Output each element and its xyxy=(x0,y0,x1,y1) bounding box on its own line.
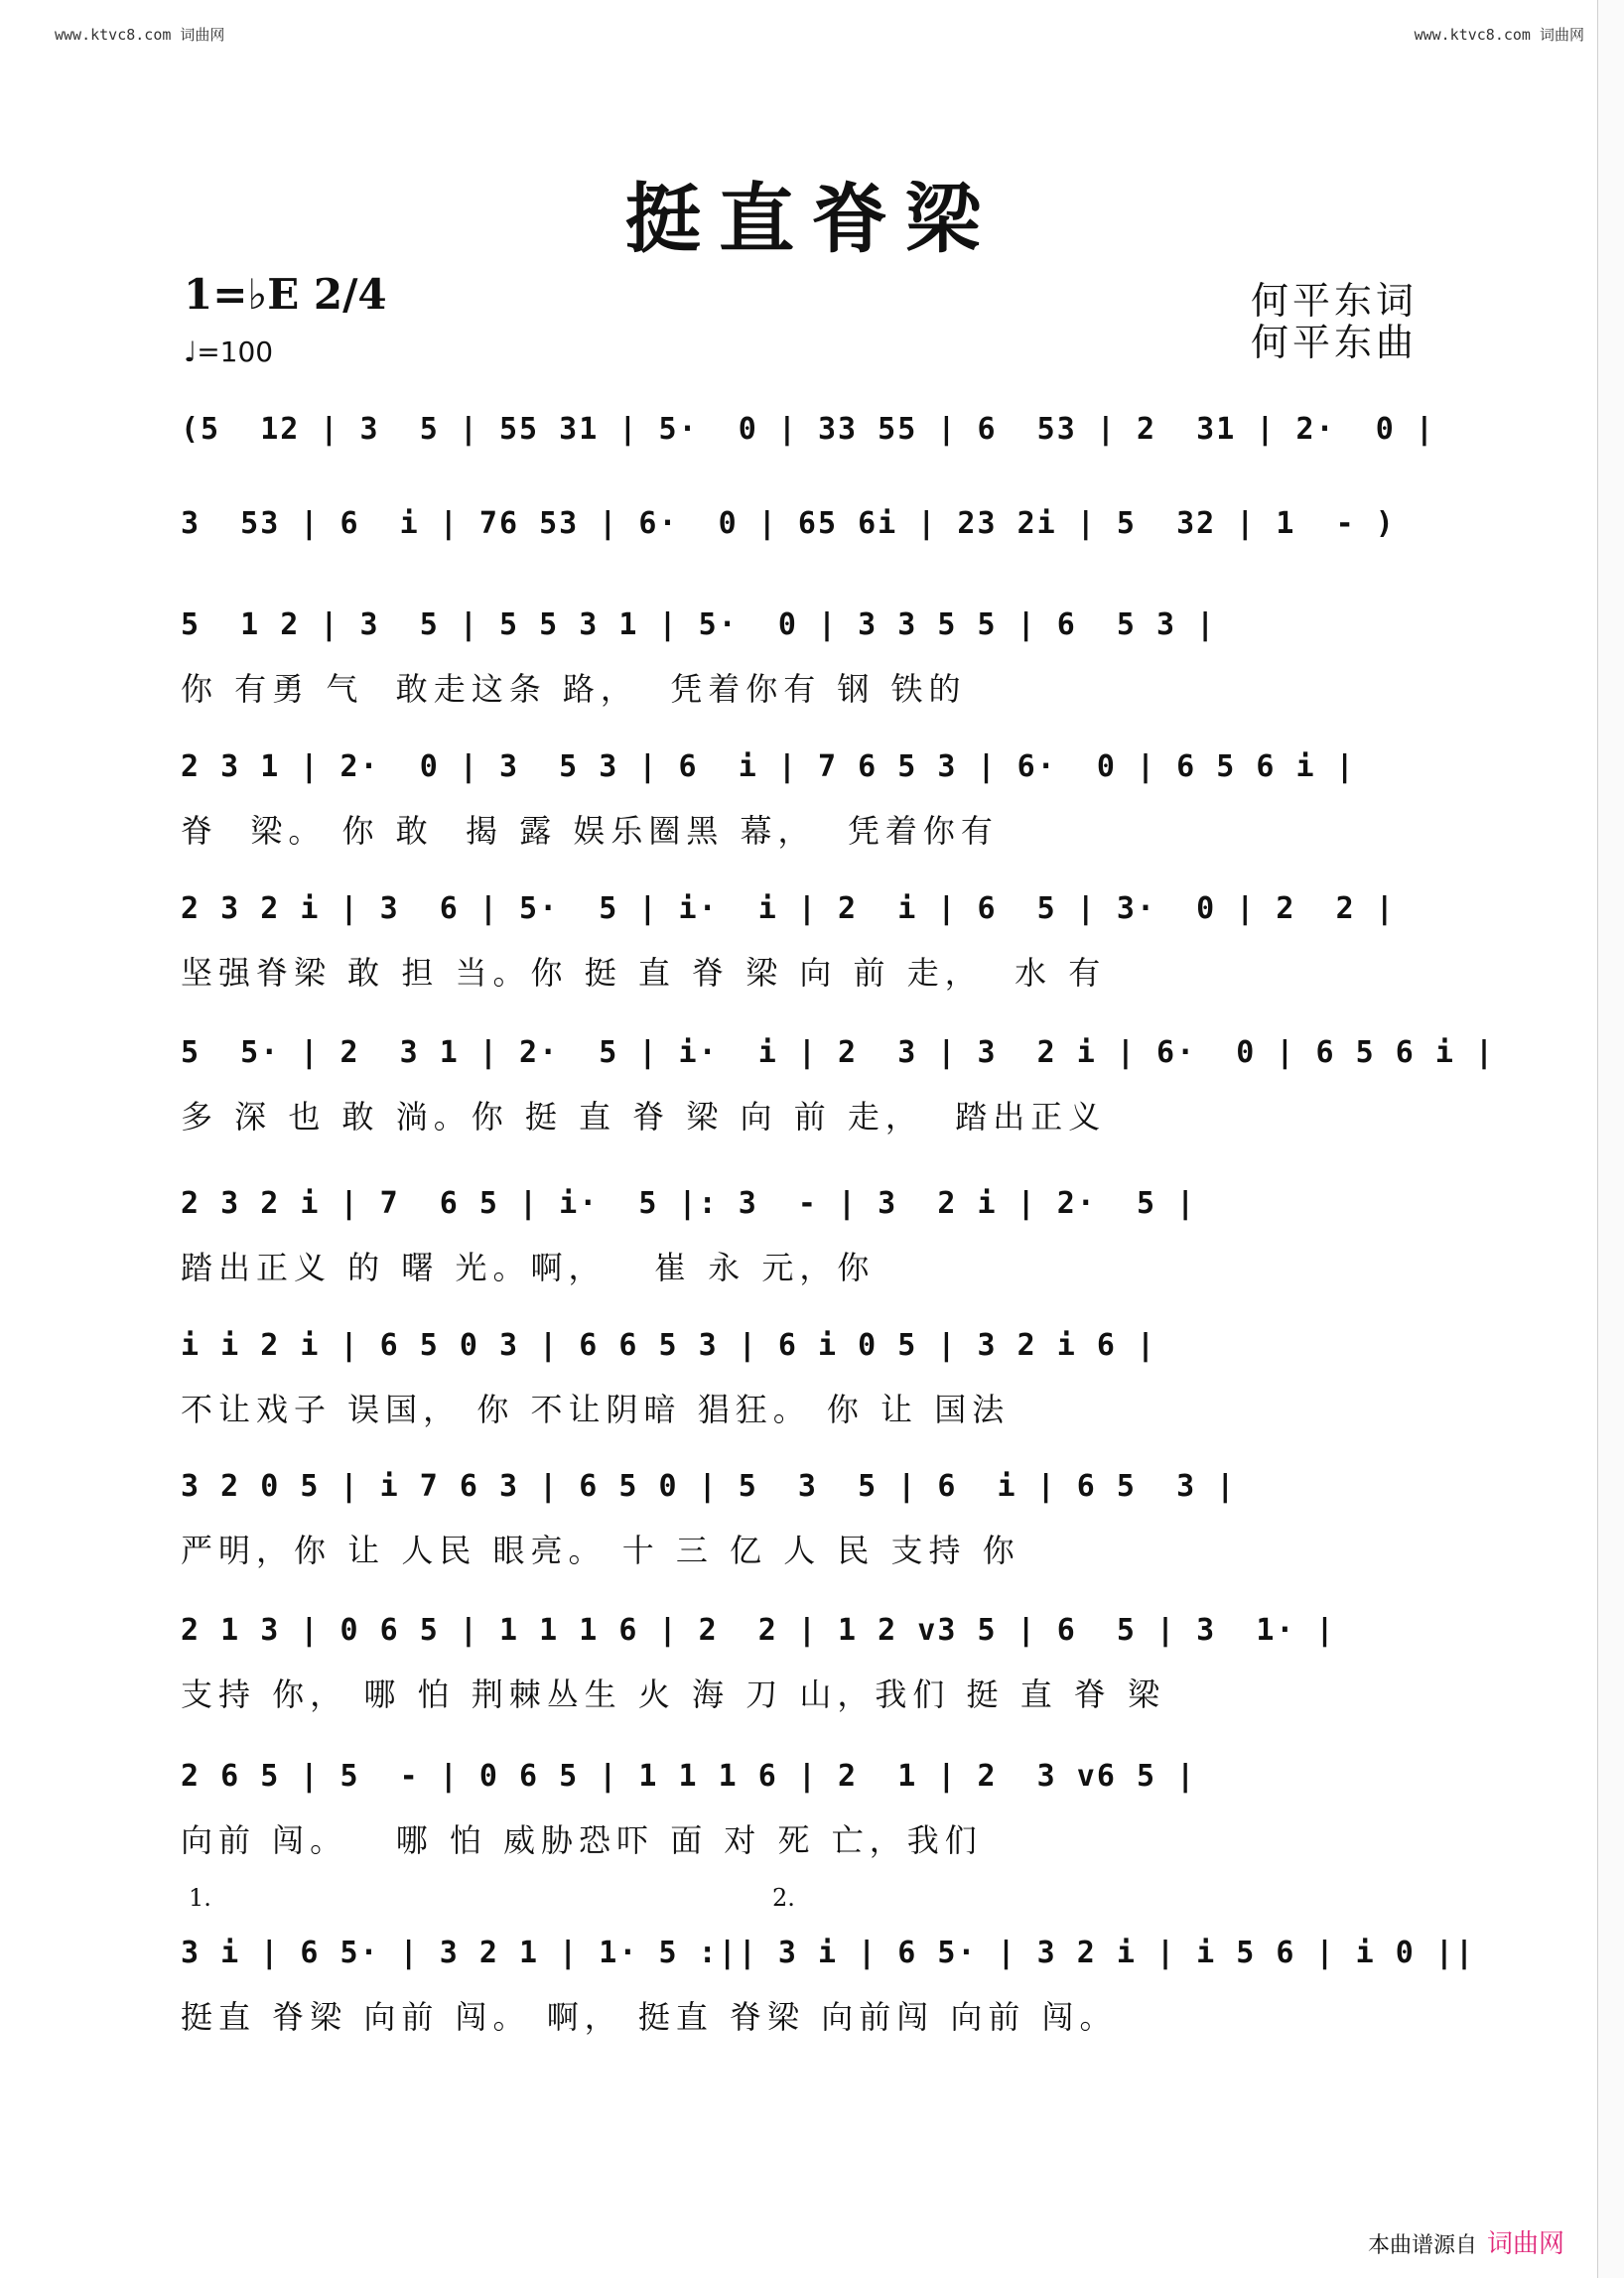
system-8 xyxy=(181,1328,1443,1430)
system-9 xyxy=(181,1469,1443,1571)
notes: 2 1 3 | 0 6 5 | 1 1 1 6 | 2 2 | 1 2 v3 5 | 6 5 | 3 1· | xyxy=(181,1613,1336,1648)
notes: 2 3 1 | 2· 0 | 3 5 3 | 6 i | 7 6 5 3 | 6· 0 | 6 5 6 i | xyxy=(181,749,1356,784)
system-3 xyxy=(181,607,1443,710)
volta-first: 1. xyxy=(189,1884,211,1912)
system-7 xyxy=(181,1186,1443,1288)
system-6 xyxy=(181,1035,1496,1138)
volta-second: 2. xyxy=(772,1884,795,1912)
lyrics: 脊 梁。 你 敢 揭 露 娱乐圈黑 幕， 凭着你有 xyxy=(181,812,999,850)
notes: 5 1 2 | 3 5 | 5 5 3 1 | 5· 0 | 3 3 5 5 | 6 5 3 | xyxy=(181,607,1217,642)
notes: (5 12 | 3 5 | 55 31 | 5· 0 | 33 55 | 6 53 | 2 31 | 2· 0 | xyxy=(181,412,1435,447)
composer: 何平东曲 xyxy=(1251,321,1419,364)
lyrics: 严明，你 让 人民 眼亮。 十 三 亿 人 民 支持 你 xyxy=(181,1532,1020,1569)
footer-text: 本曲谱源自 xyxy=(1367,2233,1477,2258)
lyrics: 坚强脊梁 敢 担 当。你 挺 直 脊 梁 向 前 走， 水 有 xyxy=(181,954,1107,992)
notes: 2 3 2 i | 7 6 5 | i· 5 |: 3 - | 3 2 i | 2· 5 | xyxy=(181,1186,1197,1221)
notes: 5 5· | 2 3 1 | 2· 5 | i· i | 2 3 | 3 2 i | 6· 0 | 6 5 6 i | xyxy=(181,1035,1496,1070)
notes: 3 2 0 5 | i 7 6 3 | 6 5 0 | 5 3 5 | 6 i | 6 5 3 | xyxy=(181,1469,1237,1504)
system-11 xyxy=(181,1759,1443,1861)
system-10 xyxy=(181,1613,1443,1715)
watermark-strip xyxy=(1597,0,1624,2278)
notes: 2 6 5 | 5 - | 0 6 5 | 1 1 1 6 | 2 1 | 2 3 v6 5 | xyxy=(181,1759,1197,1794)
footer xyxy=(1368,2223,1564,2260)
notes: 2 3 2 i | 3 6 | 5· 5 | i· i | 2 i | 6 5 | 3· 0 | 2 2 | xyxy=(181,891,1396,926)
header-site-left: www.ktvc8.com 词曲网 xyxy=(55,26,225,44)
footer-brand[interactable]: 词曲网 xyxy=(1486,2229,1564,2259)
lyrics: 挺直 脊梁 向前 闯。 啊， 挺直 脊梁 向前闯 向前 闯。 xyxy=(181,1998,1118,2036)
notes: 3 i | 6 5· | 3 2 1 | 1· 5 :|| 3 i | 6 5· | 3 2 i | i 5 6 | i 0 || xyxy=(181,1936,1475,1970)
key-signature: 1=♭E 2/4 xyxy=(184,270,387,319)
lyrics: 踏出正义 的 曙 光。啊， 崔 永 元，你 xyxy=(181,1249,876,1286)
tempo-marking: ♩=100 xyxy=(184,335,274,368)
system-4 xyxy=(181,749,1443,852)
system-5 xyxy=(181,891,1443,994)
lyrics: 向前 闯。 哪 怕 威胁恐吓 面 对 死 亡，我们 xyxy=(181,1821,983,1859)
system-1 xyxy=(181,412,1443,447)
credits xyxy=(1251,280,1418,363)
header-site-right: www.ktvc8.com 词曲网 xyxy=(1414,26,1584,44)
system-2 xyxy=(181,506,1443,541)
notes: i i 2 i | 6 5 0 3 | 6 6 5 3 | 6 i 0 5 | 3 2 i 6 | xyxy=(181,1328,1157,1363)
lyrics: 不让戏子 误国， 你 不让阴暗 猖狂。 你 让 国法 xyxy=(181,1391,1011,1428)
notes: 3 53 | 6 i | 76 53 | 6· 0 | 65 6i | 23 2i | 5 32 | 1 - ) xyxy=(181,506,1396,541)
lyrics: 支持 你， 哪 怕 荆棘丛生 火 海 刀 山，我们 挺 直 脊 梁 xyxy=(181,1675,1166,1713)
lyricist: 何平东词 xyxy=(1251,279,1419,323)
lyrics: 多 深 也 敢 淌。你 挺 直 脊 梁 向 前 走， 踏出正义 xyxy=(181,1098,1107,1136)
song-title: 挺直脊梁 xyxy=(625,175,999,263)
lyrics: 你 有勇 气 敢走这条 路， 凭着你有 钢 铁的 xyxy=(181,670,967,708)
system-12 xyxy=(181,1936,1475,2038)
